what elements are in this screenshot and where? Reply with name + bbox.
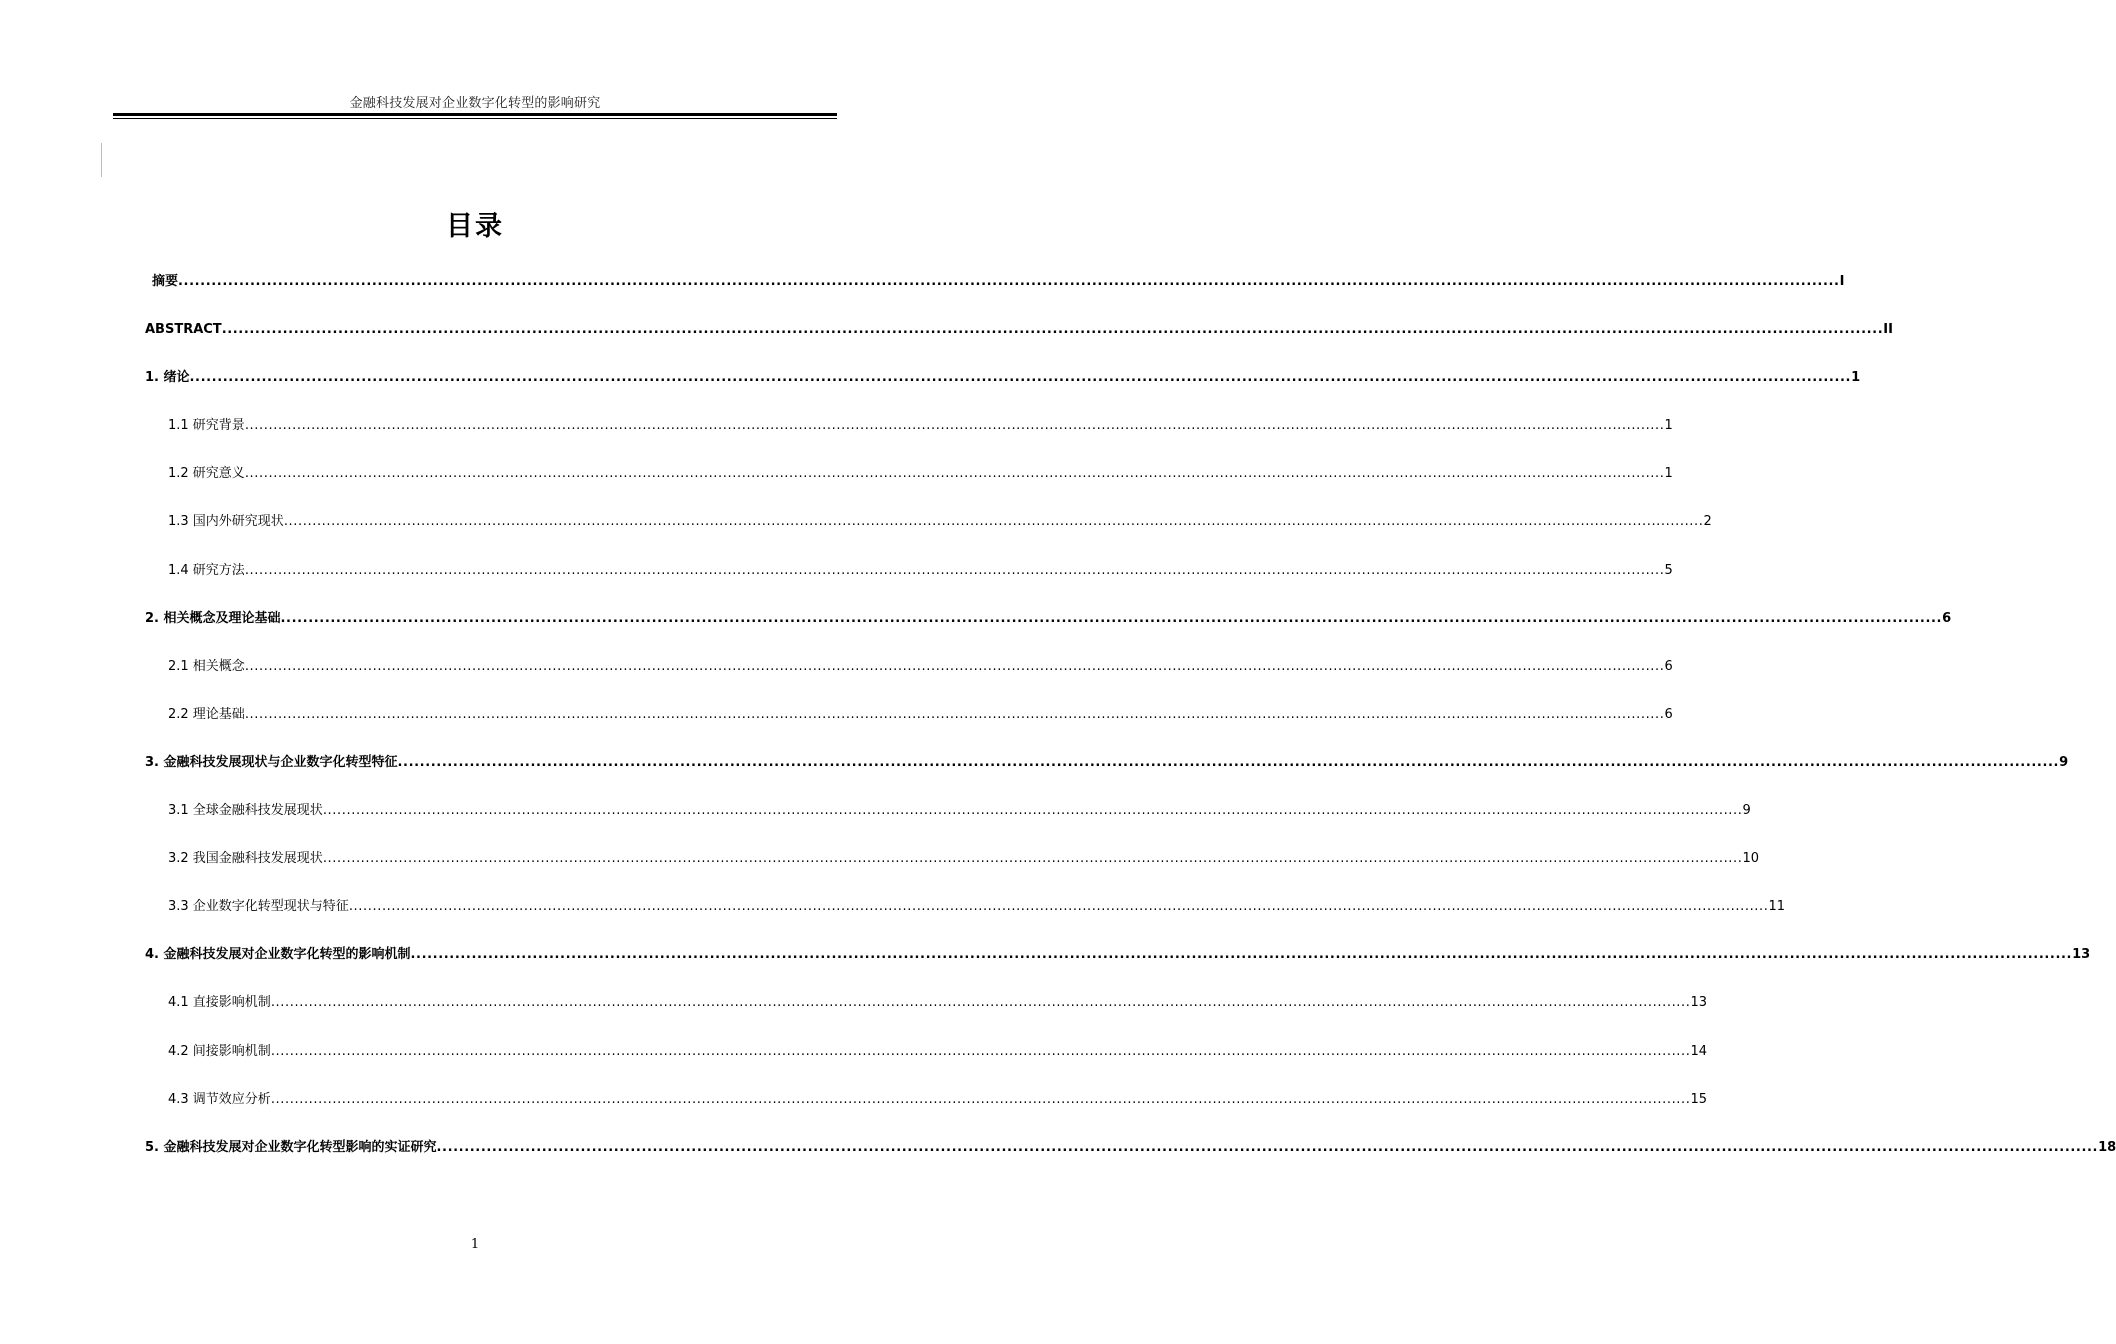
toc-leader-dots: ............................................................................................................................................................................................................................................................................................................ [283,514,1704,530]
toc-entry-label: 1.3 国内外研究现状 [168,514,284,530]
toc-entry[interactable] [145,512,1712,560]
toc-entry-label: 1.1 研究背景 [168,418,245,434]
toc-entry-label: 1. 绪论 [145,370,190,386]
toc-entry-label: 3.3 企业数字化转型现状与特征 [168,899,349,915]
toc-leader-dots: ............................................................................................................................................................................................................................................................................................................ [348,899,1769,915]
toc-entry-page: 1 [1851,370,1861,386]
toc-entry-page: II [1883,322,1893,338]
toc-entry-page: 13 [1690,995,1708,1011]
toc-entry-label: 2. 相关概念及理论基础 [145,610,281,626]
toc-entry-label: 摘要 [152,274,179,289]
toc-entry-label: 2.1 相关概念 [168,658,245,674]
toc-entry[interactable] [145,945,2091,993]
toc-entry-label: 4.1 直接影响机制 [168,995,271,1011]
toc-entry-page: 9 [2059,754,2069,770]
toc-leader-dots: ............................................................................................................................................................................................................................................................................................................ [244,562,1665,578]
toc-leader-dots: ............................................................................................................................................................................................................................................................................................................ [221,322,1884,338]
toc-list [145,272,2116,1186]
toc-entry-page: 9 [1742,803,1751,819]
header-rule-thick [113,113,837,116]
toc-entry-page: 15 [1690,1091,1708,1107]
toc-entry-page: 13 [2072,947,2091,963]
toc-entry-page: I [1839,274,1845,289]
toc-entry[interactable] [145,993,1708,1041]
toc-leader-dots: ............................................................................................................................................................................................................................................................................................................ [244,418,1665,434]
header-rule-thin [113,118,837,119]
toc-entry[interactable] [145,705,1673,753]
toc-entry[interactable] [145,609,1952,657]
toc-entry[interactable] [145,561,1673,609]
toc-entry[interactable] [145,464,1673,512]
toc-leader-dots: ............................................................................................................................................................................................................................................................................................................ [397,754,2060,770]
toc-entry-page: 5 [1664,562,1673,578]
toc-leader-dots: ............................................................................................................................................................................................................................................................................................................ [410,947,2073,963]
toc-leader-dots: ............................................................................................................................................................................................................................................................................................................ [189,370,1852,386]
toc-entry-page: 1 [1664,466,1673,482]
toc-entry-page: 11 [1768,899,1786,915]
toc-entry[interactable] [145,801,1751,849]
toc-entry[interactable] [145,897,1786,945]
toc-entry-page: 10 [1742,851,1760,867]
running-header-title: 金融科技发展对企业数字化转型的影响研究 [349,96,601,111]
toc-entry[interactable] [145,416,1673,464]
toc-entry[interactable] [145,368,1861,416]
toc-entry-label: 1.2 研究意义 [168,466,245,482]
toc-leader-dots: ............................................................................................................................................................................................................................................................................................................ [270,995,1691,1011]
toc-leader-dots: ............................................................................................................................................................................................................................................................................................................ [244,658,1665,674]
toc-entry-page: 18 [2098,1139,2116,1155]
toc-entry-page: 6 [1664,706,1673,722]
toc-entry[interactable] [145,849,1760,897]
toc-entry-label: 3.1 全球金融科技发展现状 [168,803,323,819]
toc-entry[interactable] [145,657,1673,705]
toc-entry-page: 1 [1664,418,1673,434]
page-number: 1 [470,1237,480,1252]
toc-entry-page: 14 [1690,1043,1708,1059]
toc-entry-label: 3.2 我国金融科技发展现状 [168,851,323,867]
toc-leader-dots: ............................................................................................................................................................................................................................................................................................................ [280,610,1943,626]
toc-entry[interactable] [145,1138,2116,1186]
toc-leader-dots: ............................................................................................................................................................................................................................................................................................................ [270,1043,1691,1059]
toc-entry-label: 2.2 理论基础 [168,706,245,722]
toc-entry-label: ABSTRACT [145,322,222,338]
toc-entry[interactable] [145,320,1893,368]
margin-cursor-mark [101,143,102,177]
toc-entry-label: 4. 金融科技发展对企业数字化转型的影响机制 [145,947,411,963]
toc-title: 目录 [446,211,504,242]
toc-leader-dots: ............................................................................................................................................................................................................................................................................................................ [178,274,1840,289]
toc-entry[interactable] [145,272,1845,320]
toc-entry[interactable] [145,1042,1708,1090]
toc-entry-page: 2 [1703,514,1712,530]
toc-entry-label: 4.2 间接影响机制 [168,1043,271,1059]
toc-leader-dots: ............................................................................................................................................................................................................................................................................................................ [270,1091,1691,1107]
toc-entry[interactable] [145,1090,1708,1138]
toc-entry-page: 6 [1664,658,1673,674]
toc-entry[interactable] [145,753,2069,801]
toc-leader-dots: ............................................................................................................................................................................................................................................................................................................ [322,851,1743,867]
toc-leader-dots: ............................................................................................................................................................................................................................................................................................................ [244,706,1665,722]
toc-entry-label: 1.4 研究方法 [168,562,245,578]
toc-leader-dots: ............................................................................................................................................................................................................................................................................................................ [436,1139,2099,1155]
toc-leader-dots: ............................................................................................................................................................................................................................................................................................................ [322,803,1743,819]
toc-leader-dots: ............................................................................................................................................................................................................................................................................................................ [244,466,1665,482]
toc-entry-label: 4.3 调节效应分析 [168,1091,271,1107]
toc-entry-label: 3. 金融科技发展现状与企业数字化转型特征 [145,754,398,770]
toc-entry-label: 5. 金融科技发展对企业数字化转型影响的实证研究 [145,1139,437,1155]
toc-entry-page: 6 [1942,610,1952,626]
